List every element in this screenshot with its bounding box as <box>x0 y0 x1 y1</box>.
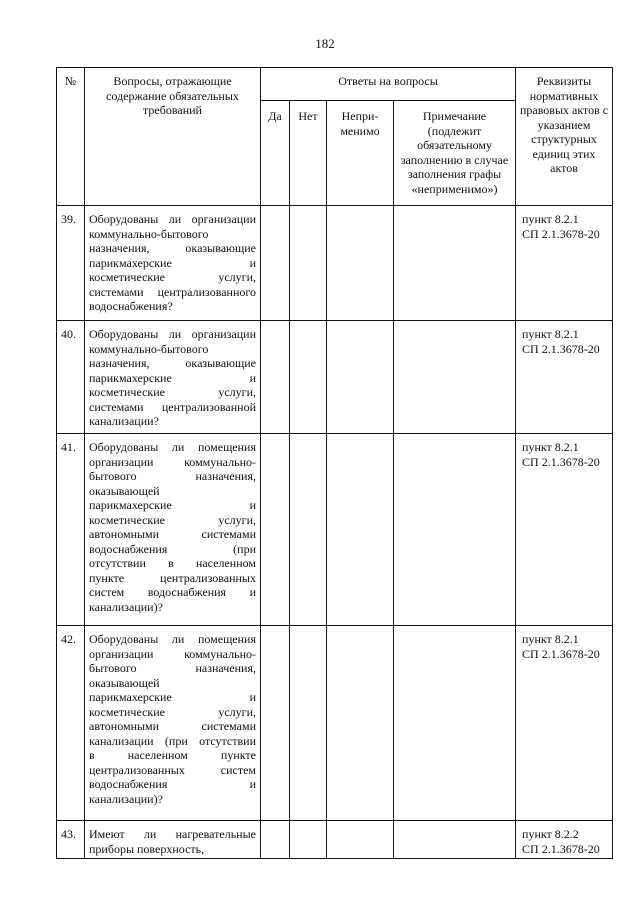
question-line: Оборудованы ли организации <box>89 327 256 341</box>
question-line: оказывающей <box>89 483 160 498</box>
question-line: водоснабжения и <box>89 777 256 791</box>
question-line: пункте централизованных <box>89 570 256 585</box>
question-line: канализации)? <box>89 791 163 806</box>
question-line: канализации)? <box>89 599 163 614</box>
question-line: водоснабжения (при <box>89 541 256 556</box>
row-requisites <box>516 434 613 626</box>
row-question <box>85 821 261 859</box>
answer-yes-cell[interactable] <box>261 434 290 626</box>
row-number: 40. <box>57 321 85 434</box>
answer-note-cell[interactable] <box>394 206 516 321</box>
question-line: бытового назначения, <box>89 469 256 483</box>
requisite-line: пункт 8.2.1 <box>522 632 579 646</box>
answer-not-applicable-cell[interactable] <box>327 321 394 434</box>
question-line: в населенном пункте <box>89 748 256 762</box>
requisite-line: СП 2.1.3678-20 <box>522 841 600 856</box>
header-note: Примечание (подлежит обязательному заполнению в случае заполнения графы «неприменимо») <box>394 101 516 206</box>
question-line: Оборудованы ли организации <box>89 212 256 226</box>
question-line: парикмахерские и <box>89 255 256 270</box>
row-question <box>85 626 261 821</box>
header-num: № <box>57 68 85 206</box>
row-number: 39. <box>57 206 85 321</box>
row-requisites <box>516 626 613 821</box>
table-row <box>57 434 613 626</box>
question-line: назначения, оказывающие <box>89 356 256 370</box>
question-line: Имеют ли нагревательные <box>89 827 256 841</box>
row-question <box>85 321 261 434</box>
answer-no-cell[interactable] <box>290 821 327 859</box>
question-line: организации коммунально- <box>89 646 256 661</box>
question-line: канализации? <box>89 414 159 428</box>
requisite-line: пункт 8.2.1 <box>522 440 579 454</box>
question-line: коммунально-бытового <box>89 226 209 241</box>
question-line: организации коммунально- <box>89 454 256 469</box>
header-not-applicable: Непри-менимо <box>327 101 394 206</box>
header-requisites: Реквизиты нормативных правовых актов с указанием структурных единиц этих актов <box>516 68 613 206</box>
header-no: Нет <box>290 101 327 206</box>
table-row <box>57 626 613 821</box>
question-line: системами централизованного <box>89 284 256 299</box>
requisite-line: пункт 8.2.2 <box>522 827 579 841</box>
requisite-line: пункт 8.2.1 <box>522 327 579 341</box>
header-yes: Да <box>261 101 290 206</box>
header-answers: Ответы на вопросы <box>261 68 516 101</box>
question-line: косметические услуги, <box>89 270 256 284</box>
answer-yes-cell[interactable] <box>261 321 290 434</box>
checklist-table-wrapper <box>56 67 613 859</box>
question-line: косметические услуги, <box>89 385 256 399</box>
question-line: автономными системами <box>89 719 256 733</box>
question-line: косметические услуги, <box>89 512 256 527</box>
question-line: систем водоснабжения и <box>89 585 256 599</box>
header-row-top <box>57 68 613 101</box>
header-questions: Вопросы, отражающие содержание обязательных требований <box>85 68 261 206</box>
answer-no-cell[interactable] <box>290 321 327 434</box>
table-row <box>57 206 613 321</box>
requisite-line: СП 2.1.3678-20 <box>522 454 600 469</box>
row-question <box>85 434 261 626</box>
row-requisites <box>516 206 613 321</box>
question-line: водоснабжения? <box>89 299 173 313</box>
question-line: Оборудованы ли помещения <box>89 632 256 646</box>
question-line: назначения, оказывающие <box>89 241 256 255</box>
question-line: отсутствии в населенном <box>89 556 256 570</box>
answer-not-applicable-cell[interactable] <box>327 434 394 626</box>
row-number: 42. <box>57 626 85 821</box>
row-number: 43. <box>57 821 85 859</box>
question-line: централизованных систем <box>89 762 256 777</box>
question-line: парикмахерские и <box>89 690 256 704</box>
row-question <box>85 206 261 321</box>
answer-not-applicable-cell[interactable] <box>327 206 394 321</box>
question-line: оказывающей <box>89 675 160 690</box>
answer-note-cell[interactable] <box>394 821 516 859</box>
answer-yes-cell[interactable] <box>261 206 290 321</box>
answer-note-cell[interactable] <box>394 626 516 821</box>
question-line: бытового назначения, <box>89 661 256 675</box>
row-requisites <box>516 321 613 434</box>
question-line: приборы поверхность, <box>89 841 205 856</box>
question-line: автономными системами <box>89 527 256 541</box>
answer-note-cell[interactable] <box>394 434 516 626</box>
question-line: парикмахерские и <box>89 370 256 385</box>
page-number: 182 <box>315 36 335 51</box>
answer-yes-cell[interactable] <box>261 626 290 821</box>
answer-yes-cell[interactable] <box>261 821 290 859</box>
table-row <box>57 321 613 434</box>
row-requisites <box>516 821 613 859</box>
checklist-rows <box>57 206 613 859</box>
checklist-table <box>56 67 613 859</box>
answer-no-cell[interactable] <box>290 626 327 821</box>
question-line: парикмахерские и <box>89 498 256 512</box>
table-row <box>57 821 613 859</box>
answer-not-applicable-cell[interactable] <box>327 626 394 821</box>
question-line: Оборудованы ли помещения <box>89 440 256 454</box>
question-line: системами централизованной <box>89 399 256 414</box>
question-line: косметические услуги, <box>89 704 256 719</box>
answer-no-cell[interactable] <box>290 434 327 626</box>
requisite-line: СП 2.1.3678-20 <box>522 646 600 661</box>
answer-note-cell[interactable] <box>394 321 516 434</box>
requisite-line: СП 2.1.3678-20 <box>522 341 600 356</box>
answer-no-cell[interactable] <box>290 206 327 321</box>
question-line: канализации (при отсутствии <box>89 733 256 748</box>
answer-not-applicable-cell[interactable] <box>327 821 394 859</box>
question-line: коммунально-бытового <box>89 341 209 356</box>
requisite-line: СП 2.1.3678-20 <box>522 226 600 241</box>
row-number: 41. <box>57 434 85 626</box>
requisite-line: пункт 8.2.1 <box>522 212 579 226</box>
